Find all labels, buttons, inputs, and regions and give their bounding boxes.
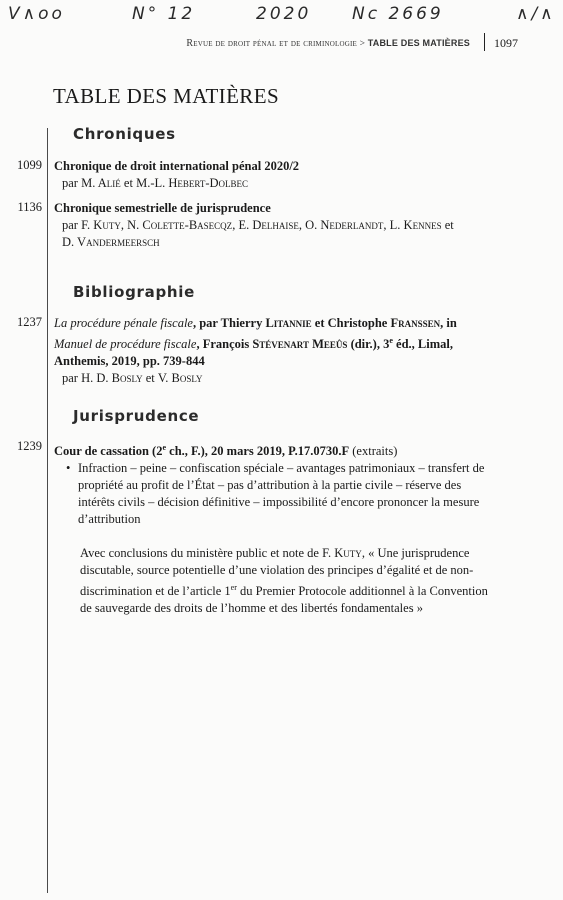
entry-page-number: 1099 (17, 158, 42, 172)
entry-page-number: 1239 (17, 439, 42, 453)
handwritten-reference: Nc 2669 (352, 4, 444, 24)
entry-authors: par F. Kuty, N. Colette-Basecqz, E. Delhaise, O. Nederlandt, L. Kennes et D. Vandermeersch (62, 218, 454, 249)
running-header (186, 38, 470, 49)
handwritten-note-right: ∧/∧ (516, 4, 556, 24)
entry-page-number: 1237 (17, 315, 42, 329)
keywords: Infraction – peine – confiscation spéciale – avantages patrimoniaux – transfert de propriété au profit de l’État – pas d’attribution à la partie civile – réserve des intérêts civils – décision définitive – impossibilité d’encore prononcer la mesure d’attribution (78, 461, 485, 527)
entry-authors: par H. D. Bosly et V. Bosly (62, 371, 203, 386)
entry-title: La procédure pénale fiscale, par Thierry Litannie et Christophe Franssen, in Manuel de procédure fiscale, François Stévenart Meeûs (dir.), 3e éd., Limal, Anthemis, 2019, pp. 739-844 (54, 316, 457, 369)
page-title: TABLE DES MATIÈRES (53, 84, 280, 108)
header-divider (484, 33, 485, 51)
handwritten-year: 2020 (256, 4, 312, 24)
section-heading-jurisprudence: Jurisprudence (73, 407, 200, 425)
journal-name: Revue de droit pénal et de criminologie (186, 38, 357, 49)
handwritten-note-left: V∧oo (8, 4, 65, 24)
header-section: TABLE DES MATIÈRES (367, 38, 470, 48)
page-number: 1097 (494, 36, 518, 50)
entry-title: Chronique de droit international pénal 2020/2 (54, 159, 300, 173)
section-heading-chroniques: Chroniques (73, 125, 176, 143)
margin-rule (47, 128, 48, 893)
entry-title: Chronique semestrielle de jurisprudence (54, 201, 271, 215)
toc-entry (54, 315, 494, 387)
toc-entry (54, 439, 494, 617)
toc-entry (54, 200, 494, 251)
handwritten-issue-number: N° 12 (132, 4, 196, 24)
entry-title: Cour de cassation (2e ch., F.), 20 mars 2019, P.17.0730.F (extraits) (54, 443, 398, 459)
entry-authors: par M. Alié et M.-L. Hebert-Dolbec (62, 176, 249, 190)
toc-entry (54, 158, 494, 192)
header-separator: > (357, 39, 368, 49)
bullet-icon: • (66, 461, 71, 476)
case-note: Avec conclusions du ministère public et note de F. Kuty, « Une jurisprudence discutable, source potentielle d’une violation des principes d’égalité et de non-discrimination et de l’article 1er du Premier Protocole additionnel à la Convention de sauvegarde des droits de l’homme et des libertés fondamentales » (80, 546, 488, 616)
entry-page-number: 1136 (17, 200, 42, 214)
keywords-list-item (66, 460, 494, 528)
section-heading-bibliographie: Bibliographie (73, 283, 195, 301)
